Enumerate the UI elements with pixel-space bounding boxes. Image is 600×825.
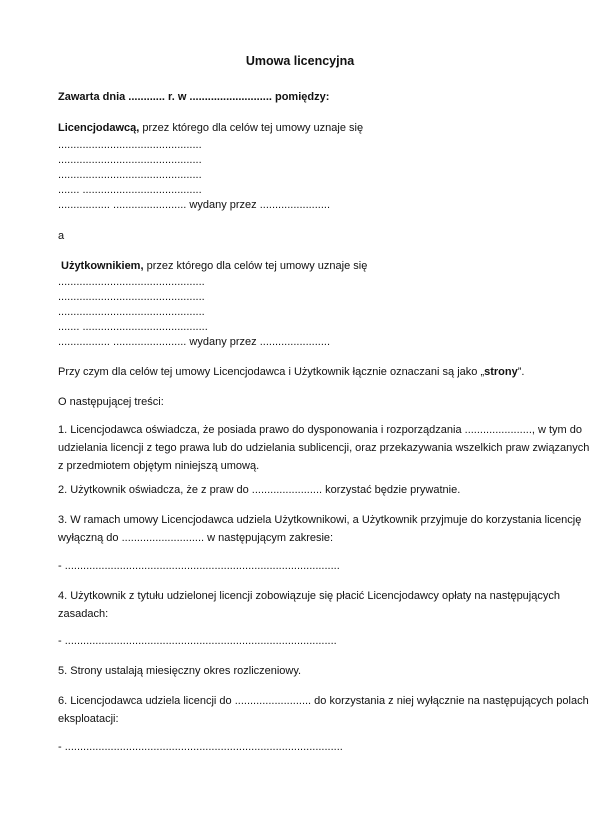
clause-3-line: 3. W ramach umowy Licencjodawca udziela Użytkownikowi, a Użytkownik przyjmuje do korzystania licencję	[58, 514, 582, 526]
clause-6	[58, 692, 589, 728]
content-intro: O następującej treści:	[58, 396, 164, 408]
user-intro-text: przez którego dla celów tej umowy uznaje się	[143, 260, 368, 272]
clause-2: 2. Użytkownik oświadcza, że z praw do ....................... korzystać będzie prywatnie.	[58, 484, 461, 496]
clause-1-line: 1. Licencjodawca oświadcza, że posiada prawo do dysponowania i rozporządzania ......................, w tym do	[58, 424, 582, 436]
clause-6-line: eksploatacji:	[58, 713, 119, 725]
clause-6-blank: - ...........................................................................................	[58, 741, 343, 753]
licensor-intro	[58, 122, 363, 135]
user-label: Użytkownikiem,	[61, 260, 144, 272]
clause-1-line: udzielania licencji z tego prawa lub do udzielania sublicencji, oraz przekazywania wszelkich praw związanych	[58, 442, 590, 454]
clause-3	[58, 511, 582, 547]
parties-term: strony	[484, 366, 518, 378]
licensor-blank-line: ...............................................	[58, 139, 202, 151]
licensor-intro-text: przez którego dla celów tej umowy uznaje się	[139, 122, 364, 134]
licensor-label: Licencjodawcą,	[58, 122, 140, 134]
user-blank-line: ....... .........................................	[58, 321, 208, 333]
clause-3-line: wyłączną do ........................... w następującym zakresie:	[58, 532, 334, 544]
user-blank-line: ................................................	[58, 306, 205, 318]
clause-1-line: z przedmiotem objętym niniejszą umową.	[58, 460, 260, 472]
clause-6-line: 6. Licencjodawca udziela licencji do ......................... do korzystania z niej wyłącznie na następujących polach	[58, 695, 589, 707]
licensor-blank-line: ...............................................	[58, 154, 202, 166]
clause-3-blank: - ..........................................................................................	[58, 560, 340, 572]
clause-4-blank: - .........................................................................................	[58, 635, 337, 647]
licensor-blank-line: ....... .......................................	[58, 184, 202, 196]
licensor-id-line: ................. ........................ wydany przez .......................	[58, 199, 331, 211]
parties-definition	[58, 366, 524, 379]
clause-4-line: 4. Użytkownik z tytułu udzielonej licencji zobowiązuje się płacić Licencjodawcy opłaty na następujących	[58, 590, 560, 602]
parties-text-after: ”.	[517, 366, 525, 378]
clause-4-line: zasadach:	[58, 608, 109, 620]
user-intro	[61, 260, 367, 273]
parties-text-before: Przy czym dla celów tej umowy Licencjodawca i Użytkownik łącznie oznaczani są jako „	[58, 366, 485, 378]
licensor-blank-line: ...............................................	[58, 169, 202, 181]
clause-4	[58, 587, 560, 623]
clause-5: 5. Strony ustalają miesięczny okres rozliczeniowy.	[58, 665, 302, 677]
user-blank-line: ................................................	[58, 276, 205, 288]
document-title: Umowa licencyjna	[245, 54, 355, 68]
user-id-line: ................. ........................ wydany przez .......................	[58, 336, 331, 348]
clause-1	[58, 421, 590, 475]
contract-date-line: Zawarta dnia ............ r. w ........................... pomiędzy:	[58, 91, 330, 103]
connector-text: a	[58, 230, 65, 242]
user-blank-line: ................................................	[58, 291, 205, 303]
